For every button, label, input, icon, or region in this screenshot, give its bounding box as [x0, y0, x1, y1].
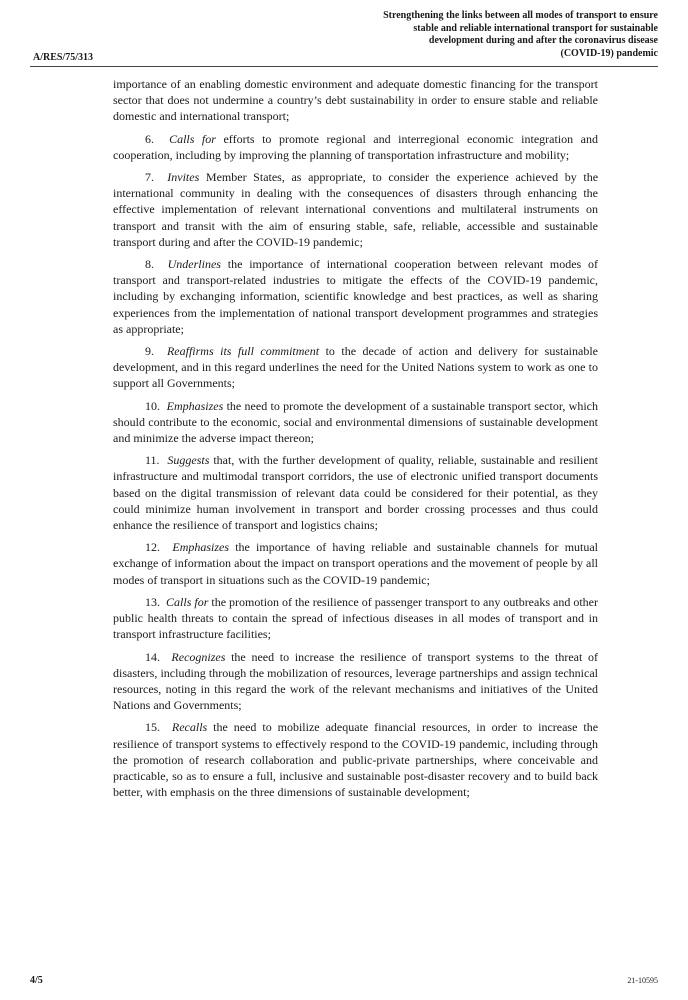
paragraph-number: 11.: [145, 453, 160, 468]
paragraph-text: that, with the further development of quality, reliable, sustainable and resilient infrastructure and multimodal transport corridors, the use of electronic unified transport documents based on the digital transmission of relevant data could be considered for their potential, as they could minimize human involvement in transport and border crossing processes and thus could enhance the resilience of transport and logistics chains;: [113, 453, 598, 533]
header-divider: [30, 66, 658, 67]
paragraph-number: 7.: [145, 170, 154, 185]
paragraph-10: [113, 398, 598, 447]
running-title-line: stable and reliable international transport for sustainable: [413, 22, 658, 34]
operative-verb: Suggests: [167, 453, 210, 468]
operative-verb: Invites: [167, 170, 200, 185]
paragraph-text: the promotion of the resilience of passenger transport to any outbreaks and other public health threats to contain the spread of infectious diseases in all modes of transport and in transport infrastructure facilities;: [113, 594, 598, 642]
paragraph-number: 6.: [145, 131, 154, 146]
paragraph-15: [113, 719, 598, 800]
continued-paragraph: importance of an enabling domestic environment and adequate domestic financing for the transport sector that does not undermine a country’s debt sustainability in order to ensure stable and reliable domestic and international transport;: [113, 77, 598, 124]
paragraph-12: [113, 539, 598, 588]
running-title-line: development during and after the coronavirus disease: [428, 35, 658, 46]
running-title: [298, 10, 658, 60]
operative-verb: Calls for: [166, 594, 209, 609]
operative-verb: Underlines: [167, 257, 221, 272]
page-number: 4/5: [30, 975, 43, 986]
operative-verb: Reaffirms its full commitment: [166, 344, 320, 359]
paragraph-number: 14.: [145, 649, 160, 664]
paragraph-13: [113, 594, 598, 643]
resolution-body: [113, 76, 598, 806]
document-number: 21-10595: [627, 976, 658, 985]
running-title-line: (COVID-19) pandemic: [560, 47, 658, 59]
paragraph-text: the importance of having reliable and sustainable channels for mutual exchange of information about the impact on transport operations and the movement of people by all modes of transport in situations such as the COVID-19 pandemic;: [113, 540, 599, 587]
paragraph-number: 9.: [145, 344, 154, 359]
paragraph-text: Member States, as appropriate, to consider the experience achieved by the international community in dealing with the consequences of disasters through enhancing the effective implementation of relevant international conventions and multilateral instruments on transport and transit with the aim of ensuring stable, safe, reliable, accessible and sustainable transport during and after the COVID-19 pandemic;: [113, 170, 599, 249]
paragraph-number: 12.: [145, 540, 160, 555]
paragraph-number: 15.: [145, 720, 160, 735]
paragraph-6: [113, 131, 598, 163]
paragraph-14: [113, 649, 598, 714]
paragraph-text: to the decade of action and delivery for sustainable development, and in this regard underlines the need for the United Nations system to work as one to support all Governments;: [113, 344, 598, 391]
paragraph-text: efforts to promote regional and interregional economic integration and cooperation, including by improving the planning of transportation infrastructure and mobility;: [113, 131, 598, 162]
paragraph-7: [113, 169, 598, 250]
document-symbol: A/RES/75/313: [33, 52, 94, 63]
paragraph-text: the need to increase the resilience of transport systems to the threat of disasters, including through the mobilization of resources, leverage partnerships and assign technical resources, noting in this regard the work of the relevant mechanisms and initiatives of the United Nations and Governments;: [113, 649, 599, 713]
paragraph-number: 10.: [145, 398, 160, 413]
operative-verb: Calls for: [169, 131, 216, 146]
paragraph-9: [113, 343, 598, 392]
paragraph-number: 8.: [145, 257, 154, 272]
operative-verb: Recalls: [171, 720, 208, 735]
operative-verb: Recognizes: [171, 649, 226, 664]
paragraph-text: the importance of international cooperation between relevant modes of transport and transport-related industries to mitigate the effects of the COVID-19 pandemic, including by exchanging information, scientific knowledge and best practices, as well as sharing experiences from the implementation of national transport development programmes and strategies as appropriate;: [113, 257, 599, 336]
paragraph-8: [113, 256, 598, 337]
running-title-line: Strengthening the links between all modes of transport to ensure: [383, 10, 658, 21]
paragraph-11: [113, 452, 598, 533]
paragraph-text: the need to mobilize adequate financial resources, in order to increase the resilience of transport systems to effectively respond to the COVID-19 pandemic, including through the promotion of research collaboration and public-private partnerships, where conceivable and practicable, so as to ensure a full, inclusive and sustainable post-disaster recovery and to build back better, with emphasis on the three dimensions of sustainable development;: [113, 720, 599, 800]
operative-verb: Emphasizes: [172, 540, 230, 555]
paragraph-text: the need to promote the development of a sustainable transport sector, which should contribute to the economic, social and environmental dimensions of sustainable development and minimize the adverse impact thereon;: [113, 398, 599, 446]
paragraph-number: 13.: [145, 594, 160, 609]
operative-verb: Emphasizes: [166, 398, 224, 413]
